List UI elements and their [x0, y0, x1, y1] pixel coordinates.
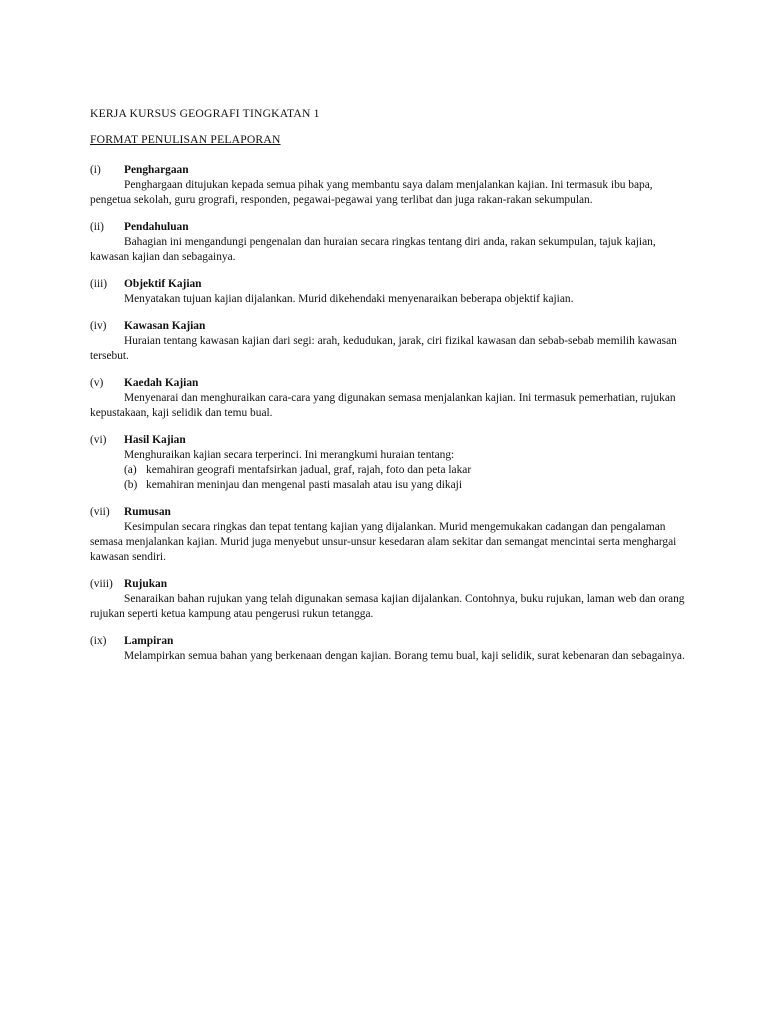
- section-number: (iv): [90, 320, 107, 332]
- section-heading: [90, 319, 690, 334]
- section-number: (vi): [90, 434, 107, 446]
- section-lampiran: [90, 634, 690, 664]
- section-number: (ix): [90, 635, 107, 647]
- section-title: Pendahuluan: [124, 221, 189, 233]
- section-title: Lampiran: [124, 635, 174, 647]
- document-title: KERJA KURSUS GEOGRAFI TINGKATAN 1: [90, 107, 320, 120]
- section-heading: [90, 634, 690, 649]
- section-body: Kesimpulan secara ringkas dan tepat tentang kajian yang dijalankan. Murid mengemukakan cadangan dan pengalaman semasa menjalankan kajian. Murid juga menyebut unsur-unsur kesedaran alam sekitar dan semangat mencintai serta menghargai kawasan sendiri.: [90, 521, 677, 563]
- section-title: Hasil Kajian: [124, 434, 186, 446]
- section-rujukan: [90, 577, 690, 622]
- section-number: (viii): [90, 578, 113, 590]
- section-body: Menyatakan tujuan kajian dijalankan. Murid dikehendaki menyenaraikan beberapa objektif kajian.: [124, 293, 574, 305]
- section-objektif-kajian: [90, 277, 690, 307]
- section-heading: [90, 277, 690, 292]
- section-kaedah-kajian: [90, 376, 690, 421]
- section-penghargaan: [90, 163, 690, 208]
- document-page: [90, 106, 690, 676]
- section-heading: [90, 577, 690, 592]
- section-title: Rumusan: [124, 506, 171, 518]
- list-marker: (a): [124, 464, 137, 476]
- section-title: Objektif Kajian: [124, 278, 202, 290]
- section-heading: [90, 163, 690, 178]
- section-title: Kaedah Kajian: [124, 377, 199, 389]
- section-heading: [90, 220, 690, 235]
- section-heading: [90, 376, 690, 391]
- section-rumusan: [90, 505, 690, 565]
- list-marker: (b): [124, 479, 138, 491]
- section-hasil-kajian: [90, 433, 690, 493]
- section-body: Penghargaan ditujukan kepada semua pihak yang membantu saya dalam menjalankan kajian. Ini termasuk ibu bapa, pengetua sekolah, guru grografi, responden, pegawai-pegawai yang terlibat dan juga rakan-rakan sekumpulan.: [90, 179, 653, 206]
- section-body: Huraian tentang kawasan kajian dari segi: arah, kedudukan, jarak, ciri fizikal kawasan dan sebab-sebab memilih kawasan tersebut.: [90, 335, 677, 362]
- section-number: (iii): [90, 278, 108, 290]
- section-number: (i): [90, 164, 101, 176]
- section-number: (vii): [90, 506, 110, 518]
- list-item-text: kemahiran geografi mentafsirkan jadual, graf, rajah, foto dan peta lakar: [146, 464, 472, 476]
- section-pendahuluan: [90, 220, 690, 265]
- section-body: Menghuraikan kajian secara terperinci. Ini merangkumi huraian tentang:: [124, 449, 455, 461]
- section-title: Rujukan: [124, 578, 168, 590]
- section-number: (ii): [90, 221, 104, 233]
- section-title: Penghargaan: [124, 164, 189, 176]
- section-heading: [90, 505, 690, 520]
- list-item: [90, 478, 690, 493]
- document-subtitle: FORMAT PENULISAN PELAPORAN: [90, 133, 281, 146]
- section-title: Kawasan Kajian: [124, 320, 206, 332]
- section-kawasan-kajian: [90, 319, 690, 364]
- section-body: Senaraikan bahan rujukan yang telah digunakan semasa kajian dijalankan. Contohnya, buku rujukan, laman web dan orang rujukan seperti ketua kampung atau pengerusi rukun tetangga.: [90, 593, 685, 620]
- section-body: Melampirkan semua bahan yang berkenaan dengan kajian. Borang temu bual, kaji selidik, surat kebenaran dan sebagainya.: [124, 650, 685, 662]
- section-number: (v): [90, 377, 104, 389]
- section-body: Bahagian ini mengandungi pengenalan dan huraian secara ringkas tentang diri anda, rakan sekumpulan, tajuk kajian, kawasan kajian dan sebagainya.: [90, 236, 656, 263]
- list-item: [90, 463, 690, 478]
- section-body: Menyenarai dan menghuraikan cara-cara yang digunakan semasa menjalankan kajian. Ini termasuk pemerhatian, rujukan kepustakaan, kaji selidik dan temu bual.: [90, 392, 676, 419]
- list-item-text: kemahiran meninjau dan mengenal pasti masalah atau isu yang dikaji: [146, 479, 462, 491]
- sub-list: [90, 463, 690, 493]
- section-heading: [90, 433, 690, 448]
